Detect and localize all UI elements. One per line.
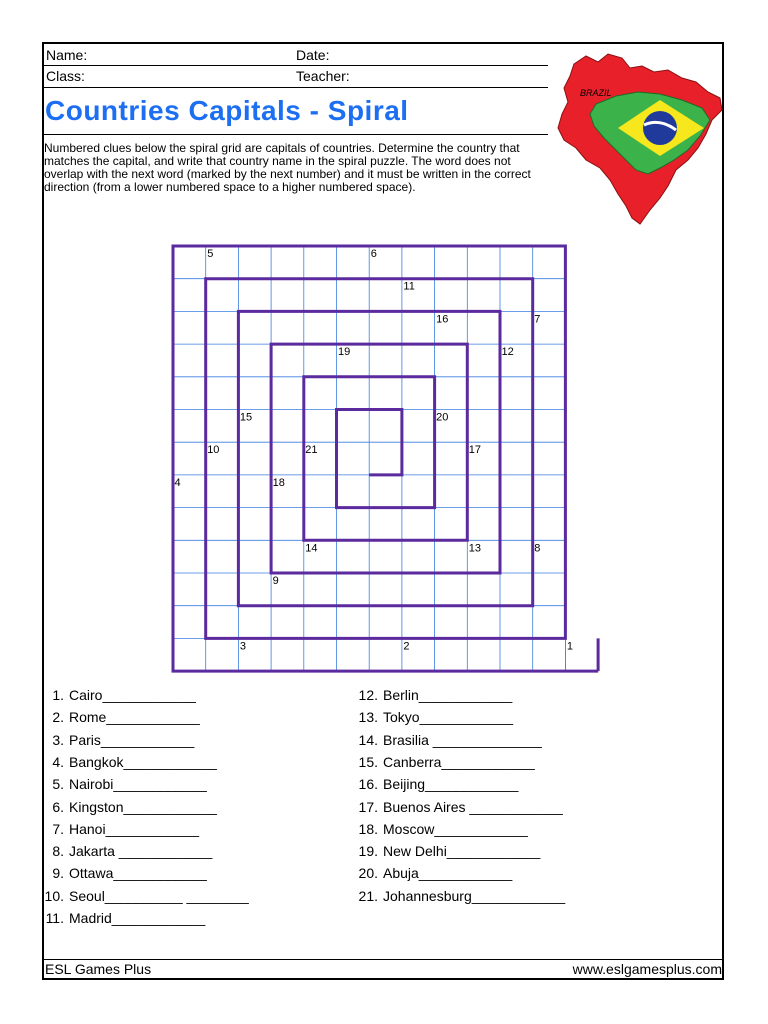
clue-number: 6.: [52, 798, 64, 815]
clue-text: Seoul__________ ________: [69, 887, 249, 904]
clue-item: [352, 776, 518, 792]
clue-text: Abuja____________: [383, 865, 513, 882]
grid-clue-number: 5: [207, 248, 214, 260]
clue-text: Hanoi____________: [69, 820, 200, 837]
clue-item: [352, 843, 540, 859]
clue-number: 19.: [358, 843, 378, 860]
grid-clue-number: 7: [534, 313, 541, 326]
clue-item: [38, 754, 217, 770]
clue-text: Kingston____________: [69, 798, 217, 815]
clue-item: [38, 799, 217, 815]
footer-url: www.eslgamesplus.com: [572, 961, 722, 977]
clue-text: New Delhi____________: [383, 843, 541, 860]
clue-item: [38, 843, 212, 859]
clue-number: 10.: [44, 887, 64, 904]
clue-text: Berlin____________: [383, 687, 513, 703]
clue-item: [38, 821, 199, 837]
clue-item: [352, 732, 542, 748]
grid-clue-number: 13: [468, 542, 482, 555]
clue-text: Beijing____________: [383, 776, 519, 793]
clue-text: Paris____________: [69, 731, 195, 748]
grid-clue-number: 9: [272, 575, 279, 587]
grid-clue-number: 19: [338, 346, 351, 359]
clue-number: 9.: [52, 865, 64, 882]
teacher-label: Teacher:: [296, 68, 350, 84]
spiral-wall: [173, 246, 598, 671]
clue-number: 13.: [358, 709, 378, 726]
clue-item: [38, 732, 194, 748]
grid-clue-number: 16: [436, 313, 449, 326]
clue-item: [38, 865, 207, 881]
clue-item: [352, 865, 512, 881]
clue-number: 21.: [358, 887, 378, 904]
clue-number: 15.: [358, 753, 378, 770]
date-label: Date:: [296, 47, 330, 63]
grid-clue-number: 2: [403, 640, 410, 653]
grid-clue-number: 17: [468, 444, 482, 457]
clue-item: [38, 776, 207, 792]
page-title: Countries Capitals - Spiral: [45, 95, 409, 126]
grid-clue-number: 21: [305, 444, 318, 457]
clue-number: 16.: [358, 776, 378, 793]
clue-number: 3.: [52, 731, 64, 748]
clue-number: 14.: [358, 731, 378, 748]
clue-number: 18.: [358, 820, 378, 837]
clue-number: 7.: [52, 820, 64, 837]
grid-clue-number: 15: [239, 411, 253, 424]
clue-text: Nairobi____________: [69, 776, 207, 793]
clue-number: 2.: [52, 709, 64, 726]
clue-item: [38, 888, 249, 904]
clue-text: Johannesburg____________: [383, 887, 566, 904]
class-label: Class:: [46, 68, 85, 84]
instructions: Numbered clues below the spiral grid are capitals of countries. Determine the country that matches the capital, and write that country name in the spiral puzzle. The word does not overlap with the next word (marked by the next number) and it must be written in the correct direction (from a lower numbered space to a higher numbered space).: [44, 141, 531, 194]
clue-item: [38, 709, 200, 725]
clue-text: Rome____________: [69, 709, 200, 726]
grid-clue-number: 14: [305, 542, 318, 555]
clue-item: [38, 687, 196, 703]
clue-number: 11.: [45, 910, 64, 926]
clue-item: [352, 821, 528, 837]
clue-number: 17.: [358, 798, 378, 815]
clue-number: 8.: [52, 843, 64, 860]
clue-text: Buenos Aires ____________: [383, 798, 563, 815]
footer-brand: ESL Games Plus: [45, 961, 152, 977]
clue-text: Jakarta ____________: [69, 843, 213, 860]
clue-number: 20.: [358, 865, 378, 882]
clue-text: Cairo____________: [69, 687, 196, 703]
grid-clue-number: 18: [272, 476, 285, 489]
clue-number: 1.: [52, 687, 64, 703]
clue-item: [352, 709, 513, 725]
clue-item: [352, 888, 565, 904]
grid-clue-number: 20: [436, 411, 449, 424]
grid-clue-number: 10: [207, 444, 220, 457]
clue-text: Madrid____________: [69, 910, 206, 926]
clue-number: 4.: [52, 753, 64, 770]
grid-clue-number: 12: [501, 346, 514, 359]
grid-clue-number: 11: [403, 280, 415, 293]
map-label: BRAZIL: [580, 88, 612, 98]
footer-rule: [44, 959, 724, 960]
clue-item: [38, 910, 205, 926]
clue-item: [352, 799, 563, 815]
clue-text: Brasilia ______________: [383, 731, 542, 748]
name-label: Name:: [46, 47, 88, 63]
grid-clue-number: 4: [174, 476, 181, 489]
grid-clue-number: 3: [239, 640, 247, 653]
clue-number: 5.: [52, 776, 64, 793]
grid-clue-number: 1: [566, 640, 574, 653]
clue-text: Bangkok____________: [69, 753, 217, 770]
grid-clue-number: 8: [534, 542, 541, 555]
clue-text: Tokyo____________: [383, 709, 514, 726]
clue-item: [352, 687, 512, 703]
clue-text: Canberra____________: [383, 753, 535, 770]
clue-item: [352, 754, 535, 770]
clue-text: Moscow____________: [383, 820, 528, 837]
clue-number: 12.: [358, 687, 378, 703]
clue-text: Ottawa____________: [69, 865, 207, 882]
grid-clue-number: 6: [370, 248, 377, 260]
